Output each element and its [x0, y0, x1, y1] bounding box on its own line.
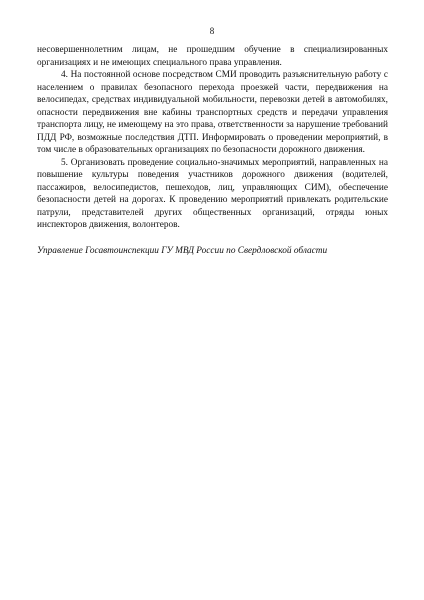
paragraph-item-4: 4. На постоянной основе посредством СМИ проводить разъяснительную работу с населением о правилах безопасного перехода проезжей части, передвижения на велосипедах, средствах индивидуальной мобильности, перевозки детей в автомобилях, опасности передвижения вне кабины транспортных средств и передачи управления транспорта лицу, не имеющему на это права, ответственности за нарушение требований ПДД РФ, возможные последствия ДТП. Информировать о проведении мероприятий, в том числе в образовательных организациях по безопасности дорожного движения. [37, 70, 388, 155]
paragraph-item-5: 5. Организовать проведение социально-значимых мероприятий, направленных на повышение культуры поведения участников дорожного движения (водителей, пассажиров, велосипедистов, пешеходов, лиц, управляющих СИМ), обеспечение безопасности детей на дорогах. К проведению мероприятий привлекать родительские патрули, представителей других общественных организаций, отряды юных инспекторов движения, волонтеров. [37, 157, 388, 230]
issuer-signature: Управление Госавтоинспекции ГУ МВД России по Свердловской области [37, 246, 328, 256]
document-body [37, 44, 388, 232]
paragraph-continuation: несовершеннолетним лицам, не прошедшим обучение в специализированных организациях и не имеющих специального права управления. [37, 45, 388, 68]
page-number: 8 [209, 26, 215, 36]
